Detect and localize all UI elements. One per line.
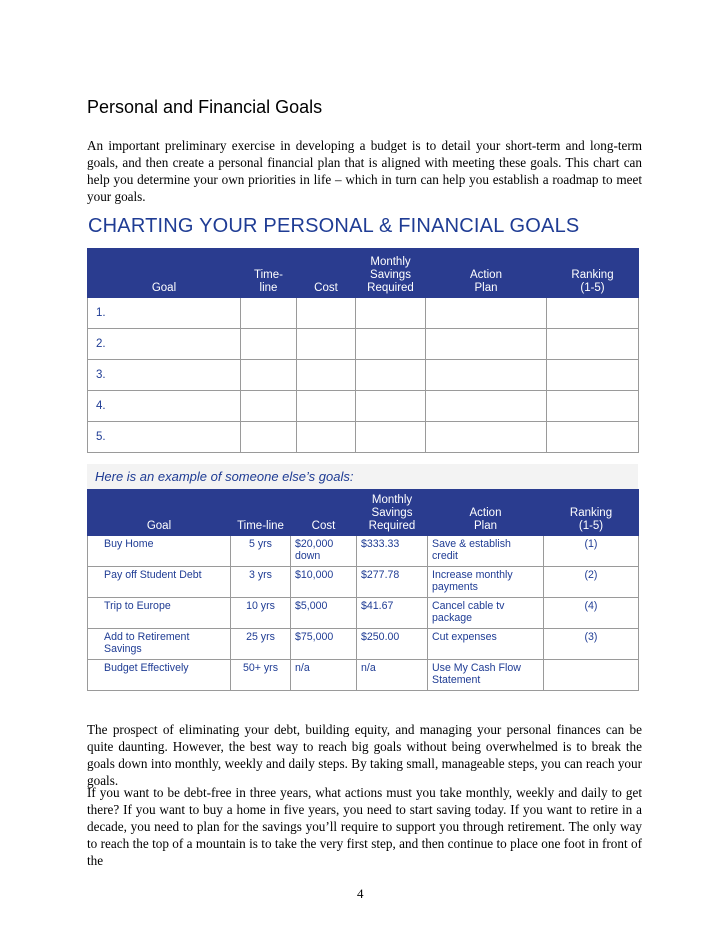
cell-monthly-savings: $250.00 — [357, 629, 428, 660]
cell-monthly-savings: n/a — [357, 660, 428, 691]
cell-timeline: 3 yrs — [231, 567, 291, 598]
table-row — [88, 567, 639, 598]
table-cell — [547, 360, 639, 391]
table-cell — [241, 329, 297, 360]
header-action-plan: Action Plan — [428, 490, 544, 536]
cell-action-plan: Cut expenses — [428, 629, 544, 660]
cell-action-plan: Increase monthly payments — [428, 567, 544, 598]
table-cell — [297, 360, 356, 391]
cell-timeline: 25 yrs — [231, 629, 291, 660]
table-cell — [426, 360, 547, 391]
header-ranking: Ranking (1-5) — [547, 249, 639, 298]
row-number: 3. — [88, 360, 241, 391]
cell-goal: Budget Effectively — [88, 660, 231, 691]
table-cell — [547, 298, 639, 329]
table-row — [88, 629, 639, 660]
table-cell — [356, 360, 426, 391]
example-table-header-row — [88, 490, 639, 536]
table-cell — [426, 329, 547, 360]
cell-goal: Pay off Student Debt — [88, 567, 231, 598]
cell-ranking: (2) — [544, 567, 639, 598]
header-action-plan: Action Plan — [426, 249, 547, 298]
cell-monthly-savings: $333.33 — [357, 536, 428, 567]
header-timeline: Time-line — [231, 490, 291, 536]
page-heading: Personal and Financial Goals — [87, 97, 323, 117]
header-timeline: Time- line — [241, 249, 297, 298]
header-cost: Cost — [297, 249, 356, 298]
cell-timeline: 50+ yrs — [231, 660, 291, 691]
row-number: 5. — [88, 422, 241, 453]
example-banner — [87, 464, 638, 489]
cell-ranking: (4) — [544, 598, 639, 629]
intro-paragraph: An important preliminary exercise in developing a budget is to detail your short-term and long-term goals, and then create a personal financial plan that is aligned with meeting these goals. This chart can help you determine your own priorities in life – which in turn can help you establish a roadmap to meet your goals. — [87, 138, 642, 204]
header-ranking: Ranking (1-5) — [544, 490, 639, 536]
cell-ranking: (3) — [544, 629, 639, 660]
blank-table-header-row — [88, 249, 639, 298]
table-row — [88, 329, 639, 360]
table-cell — [297, 391, 356, 422]
table-cell — [297, 298, 356, 329]
header-goal: Goal — [88, 490, 231, 536]
table-cell — [426, 298, 547, 329]
chart-title: CHARTING YOUR PERSONAL & FINANCIAL GOALS — [88, 215, 580, 237]
goals-blank-table — [87, 248, 639, 453]
cell-monthly-savings: $41.67 — [357, 598, 428, 629]
row-number: 2. — [88, 329, 241, 360]
table-cell — [426, 391, 547, 422]
body-paragraph-2: The prospect of eliminating your debt, building equity, and managing your personal finances can be quite daunting. However, the best way to reach big goals without being overwhelmed is to break the goals down into monthly, weekly and daily steps. By taking small, manageable steps, you can reach your goals. — [87, 722, 642, 788]
table-row — [88, 660, 639, 691]
table-cell — [241, 298, 297, 329]
cell-cost: n/a — [291, 660, 357, 691]
goals-example-table — [87, 489, 639, 691]
cell-action-plan: Cancel cable tv package — [428, 598, 544, 629]
row-number: 1. — [88, 298, 241, 329]
table-row — [88, 298, 639, 329]
cell-cost: $75,000 — [291, 629, 357, 660]
table-row — [88, 360, 639, 391]
table-cell — [356, 391, 426, 422]
table-cell — [297, 329, 356, 360]
table-cell — [426, 422, 547, 453]
table-row — [88, 598, 639, 629]
page-number: 4 — [357, 886, 364, 901]
cell-timeline: 5 yrs — [231, 536, 291, 567]
table-cell — [241, 360, 297, 391]
table-row — [88, 391, 639, 422]
table-cell — [547, 329, 639, 360]
cell-goal: Trip to Europe — [88, 598, 231, 629]
table-cell — [241, 391, 297, 422]
cell-cost: $20,000 down — [291, 536, 357, 567]
body-paragraph-3: If you want to be debt-free in three years, what actions must you take monthly, weekly and daily to get there? If you want to buy a home in five years, you need to start saving today. If you want to retire in a decade, you need to plan for the savings you’ll require to support you through retirement. The only way to reach the top of a mountain is to take the very first step, and then continue to place one foot in front of the — [87, 785, 642, 868]
table-row — [88, 536, 639, 567]
header-cost: Cost — [291, 490, 357, 536]
table-cell — [297, 422, 356, 453]
header-monthly-savings: Monthly Savings Required — [357, 490, 428, 536]
cell-cost: $5,000 — [291, 598, 357, 629]
table-cell — [356, 422, 426, 453]
header-goal: Goal — [88, 249, 241, 298]
cell-ranking: (1) — [544, 536, 639, 567]
cell-timeline: 10 yrs — [231, 598, 291, 629]
table-cell — [547, 391, 639, 422]
cell-action-plan: Use My Cash Flow Statement — [428, 660, 544, 691]
cell-goal: Add to Retirement Savings — [88, 629, 231, 660]
cell-ranking — [544, 660, 639, 691]
cell-goal: Buy Home — [88, 536, 231, 567]
table-cell — [356, 329, 426, 360]
example-title: Here is an example of someone else’s goals: — [95, 469, 354, 484]
table-row — [88, 422, 639, 453]
table-cell — [356, 298, 426, 329]
cell-action-plan: Save & establish credit — [428, 536, 544, 567]
table-cell — [547, 422, 639, 453]
cell-monthly-savings: $277.78 — [357, 567, 428, 598]
header-monthly-savings: Monthly Savings Required — [356, 249, 426, 298]
cell-cost: $10,000 — [291, 567, 357, 598]
table-cell — [241, 422, 297, 453]
row-number: 4. — [88, 391, 241, 422]
